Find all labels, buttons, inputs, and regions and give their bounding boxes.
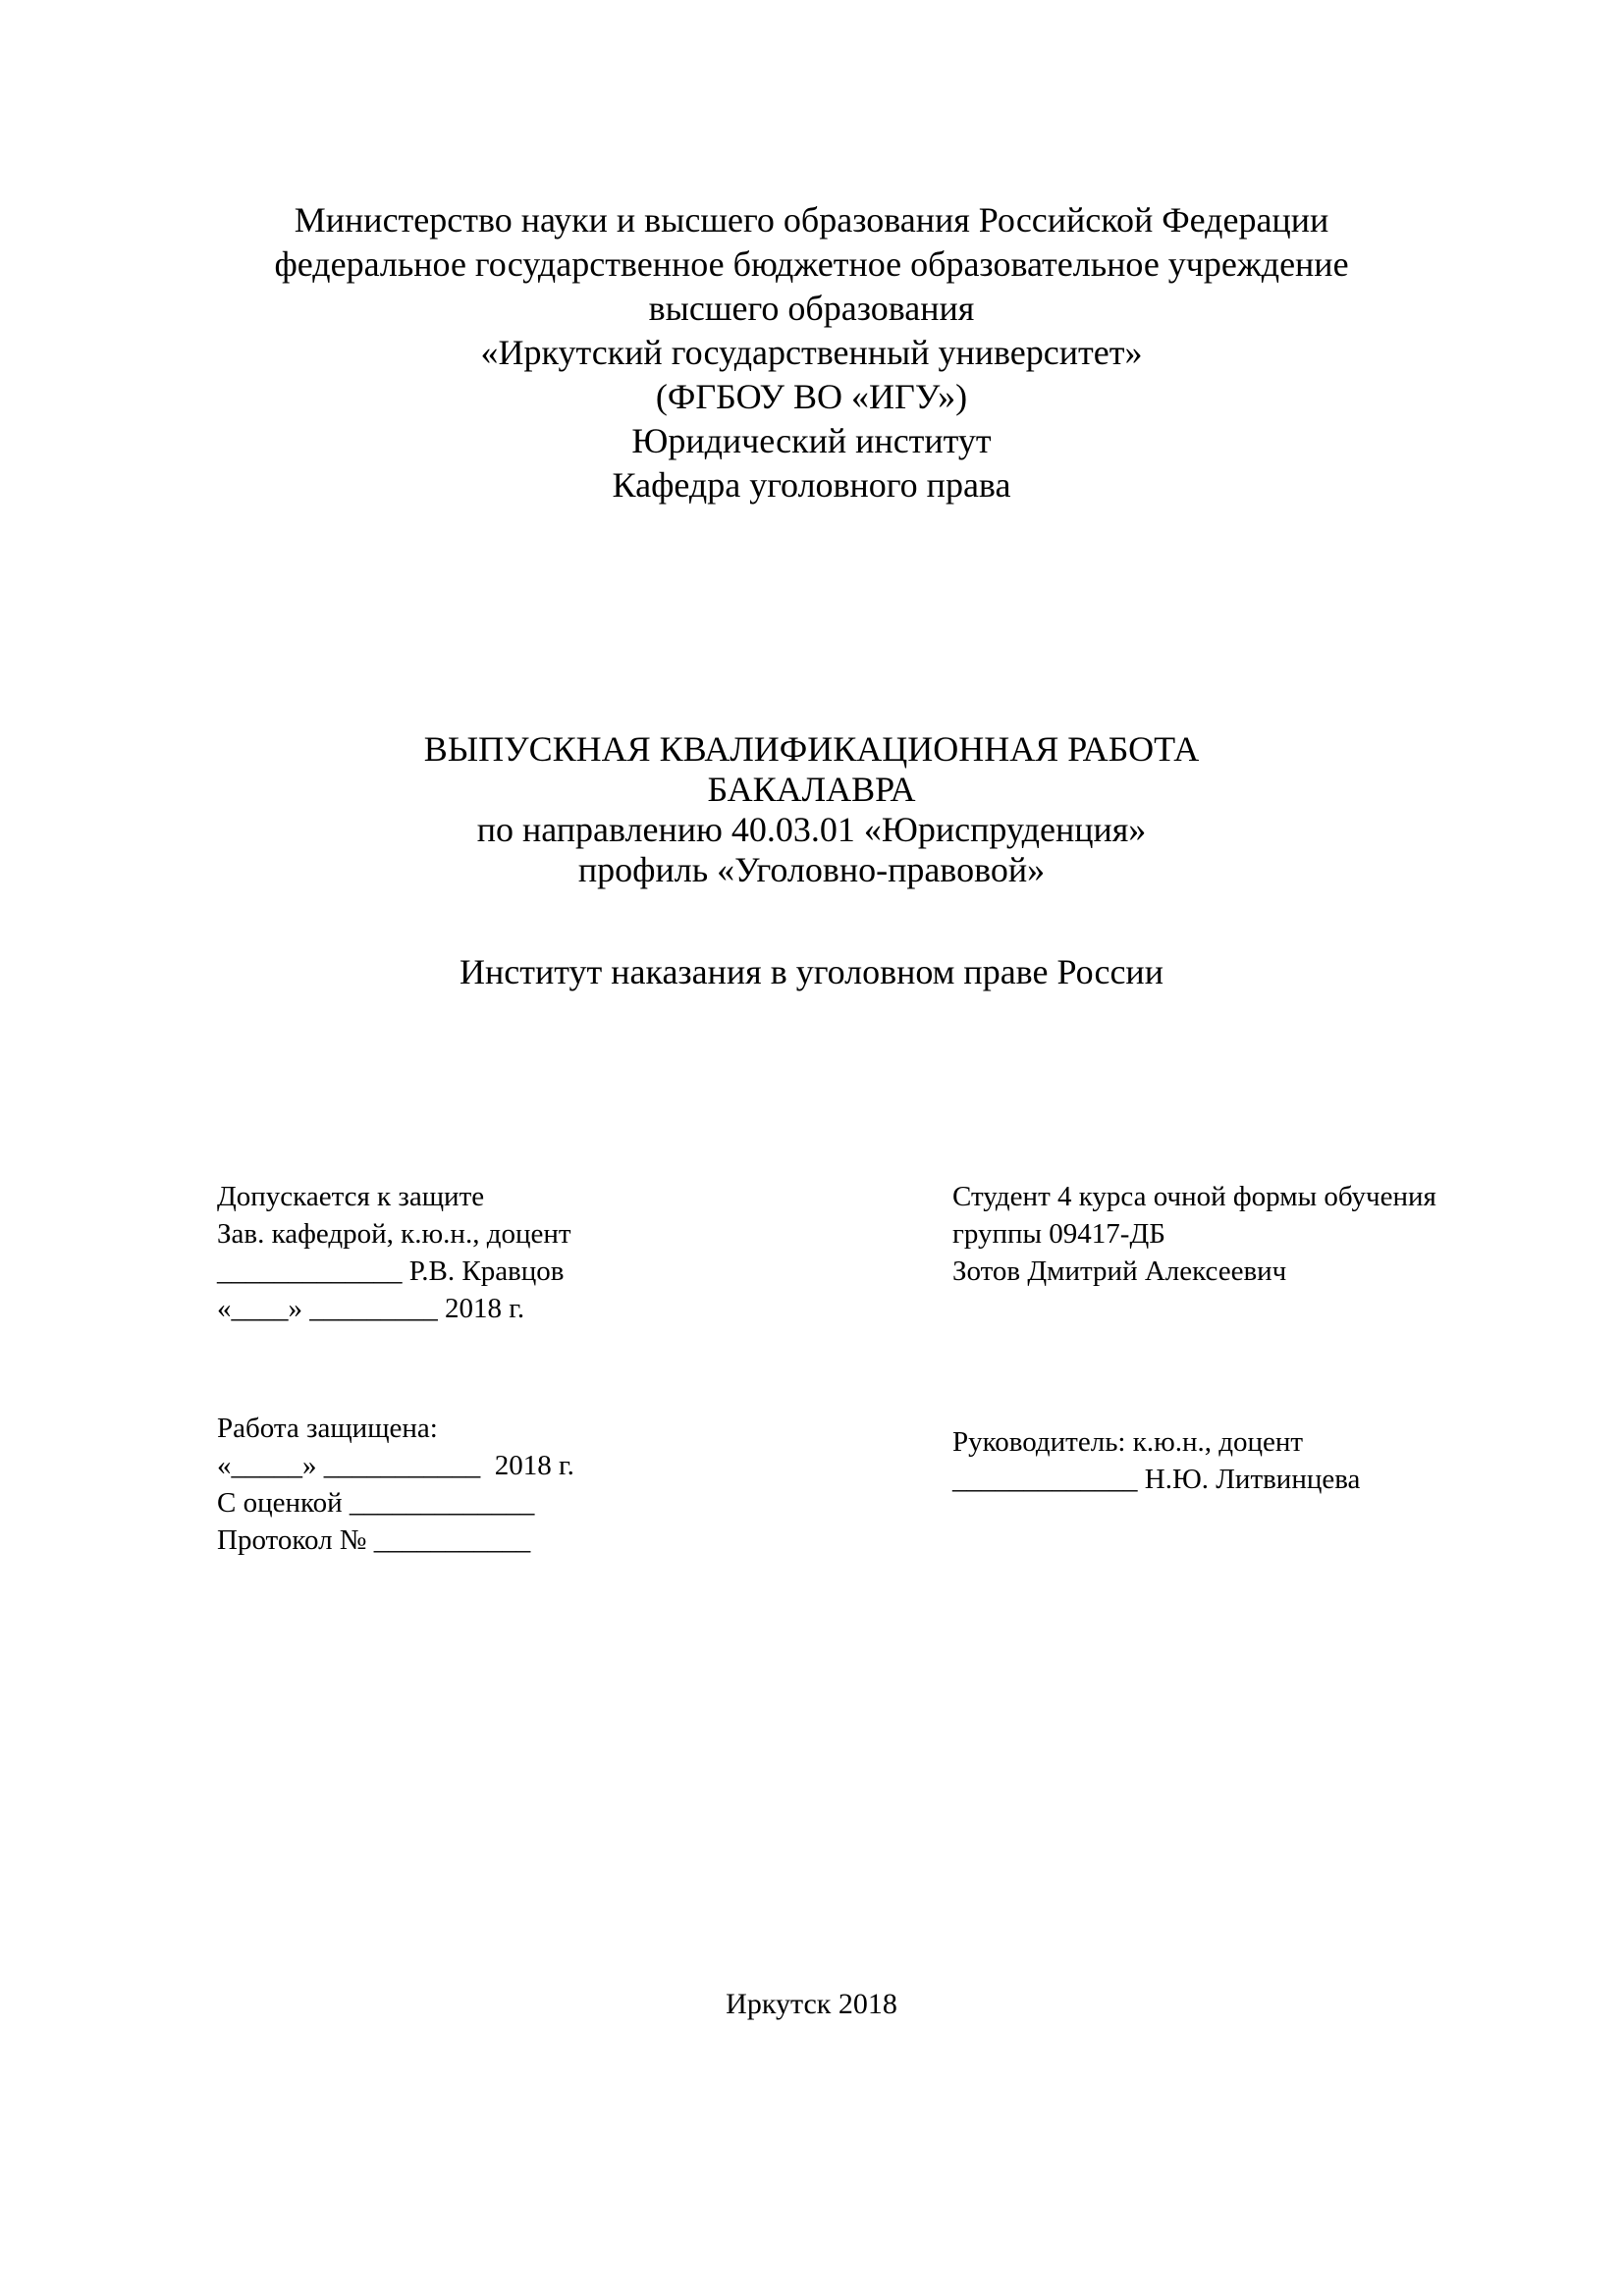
student-line-1: Студент 4 курса очной формы обучения [952, 1181, 1436, 1212]
work-type-line-2: БАКАЛАВРА [707, 770, 916, 809]
student-name-line: Зотов Дмитрий Алексеевич [952, 1255, 1287, 1287]
direction-line: по направлению 40.03.01 «Юриспруденция» [476, 810, 1147, 849]
admission-line-1: Допускается к защите [217, 1181, 485, 1212]
defense-protocol-line: Протокол № ___________ [217, 1524, 531, 1556]
institution-type-line: федеральное государственное бюджетное образовательное учреждение [274, 244, 1349, 284]
department-line: Кафедра уголовного права [612, 465, 1011, 505]
work-type-line-1: ВЫПУСКНАЯ КВАЛИФИКАЦИОННАЯ РАБОТА [423, 729, 1200, 769]
defense-date-line: «_____» ___________ 2018 г. [217, 1450, 574, 1481]
institution-header [0, 198, 1623, 507]
supervisor-signature-line: _____________ Н.Ю. Литвинцева [952, 1464, 1361, 1495]
student-group-line: группы 09417-ДБ [952, 1218, 1165, 1250]
defense-line-1: Работа защищена: [217, 1413, 438, 1444]
admission-date-line: «____» _________ 2018 г. [217, 1293, 525, 1324]
student-block [952, 1178, 1436, 1290]
thesis-title: Институт наказания в уголовном праве России [460, 952, 1163, 991]
university-name-line: «Иркутский государственный университет» [480, 333, 1143, 372]
ministry-line: Министерство науки и высшего образования Российской Федерации [294, 200, 1329, 240]
profile-line: профиль «Уголовно-правовой» [577, 850, 1046, 889]
supervisor-block [952, 1423, 1360, 1498]
place-year: Иркутск 2018 [726, 1988, 897, 2020]
university-abbr-line: (ФГБОУ ВО «ИГУ») [655, 377, 968, 416]
admission-line-2: Зав. кафедрой, к.ю.н., доцент [217, 1218, 571, 1250]
work-type-block [0, 729, 1623, 890]
defense-block [217, 1410, 574, 1559]
admission-signature-line: _____________ Р.В. Кравцов [217, 1255, 565, 1287]
defense-grade-line: С оценкой _____________ [217, 1487, 535, 1519]
education-level-line: высшего образования [648, 289, 975, 328]
institute-line: Юридический институт [631, 421, 992, 460]
admission-block [217, 1178, 571, 1327]
supervisor-title-line: Руководитель: к.ю.н., доцент [952, 1426, 1304, 1458]
